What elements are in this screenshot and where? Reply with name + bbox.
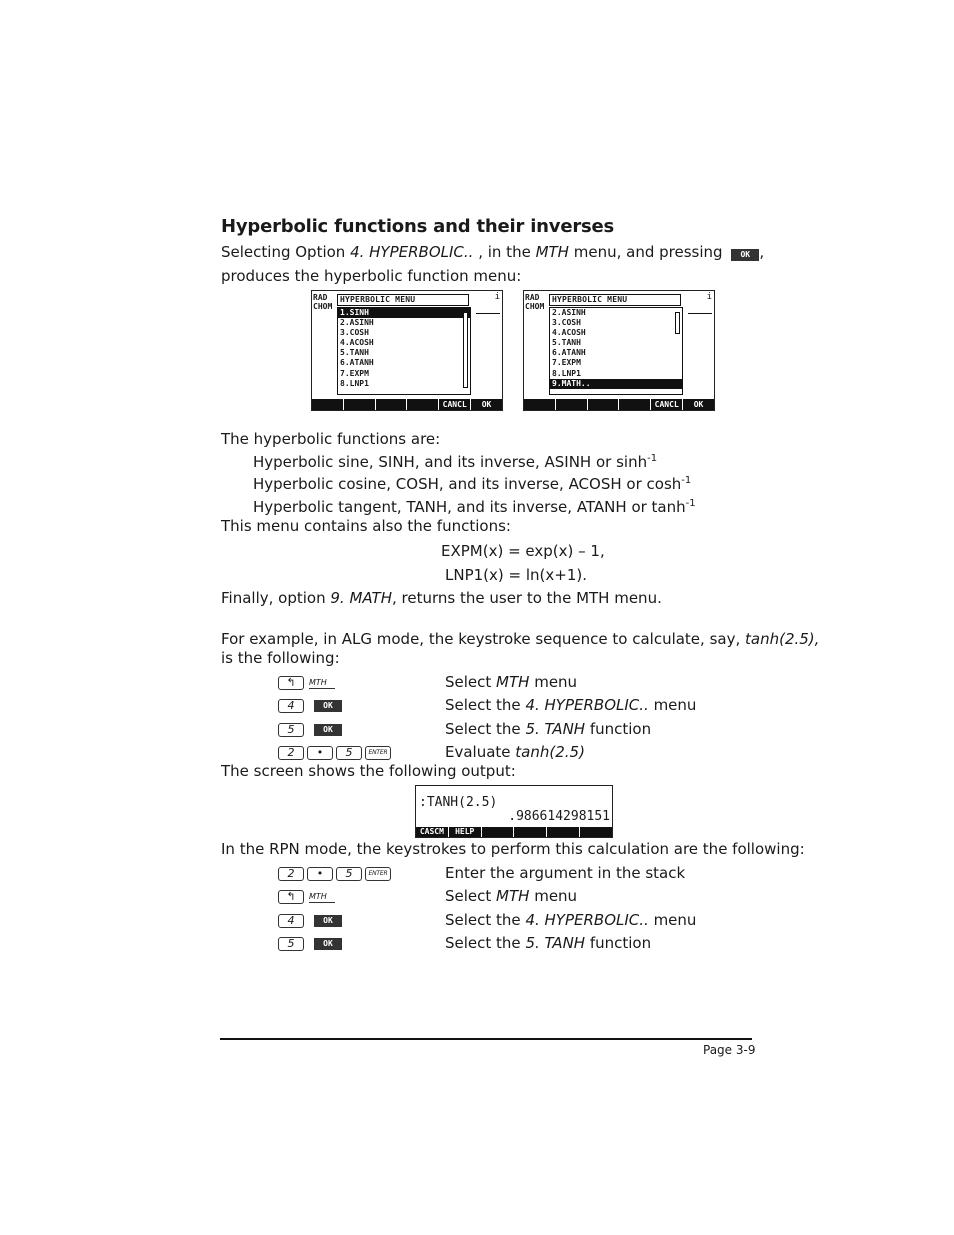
help-softkey[interactable]: HELP	[448, 827, 481, 837]
key-5: 5	[336, 867, 362, 881]
intro-text: menu, and pressing	[568, 243, 723, 261]
key-dot: •	[307, 867, 333, 881]
softkey[interactable]	[406, 399, 438, 410]
expm-definition: EXPM(x) = exp(x) – 1,	[441, 542, 605, 560]
menu-item[interactable]: 8.LNP1	[552, 368, 581, 378]
intro-text: Selecting Option	[221, 243, 351, 261]
key-2: 2	[278, 746, 304, 760]
calculator-output-screen	[415, 785, 613, 838]
keystroke-4-ok	[278, 913, 342, 929]
stack-result: .986614298151	[508, 809, 610, 824]
ok-softkey[interactable]: OK	[470, 399, 502, 410]
page-number: Page 3-9	[703, 1043, 756, 1057]
rpn-step-4: Select the 5. TANH function	[445, 934, 652, 952]
keystroke-4-ok	[278, 698, 342, 714]
key-2: 2	[278, 867, 304, 881]
ok-softkey-icon: OK	[314, 724, 342, 736]
lnp1-definition: LNP1(x) = ln(x+1).	[445, 566, 587, 584]
menu-item[interactable]: 2.ASINH	[552, 308, 586, 317]
menu-item[interactable]: 3.COSH	[340, 328, 369, 338]
rpn-step-2: Select MTH menu	[445, 887, 578, 905]
mode-indicator: RAD CHOM	[313, 293, 333, 311]
menu-item[interactable]: 6.ATANH	[552, 348, 586, 358]
softkey[interactable]	[618, 399, 650, 410]
left-shift-key-icon: ↰	[278, 890, 304, 904]
menu-list	[337, 307, 471, 395]
divider	[688, 313, 712, 314]
menu-item[interactable]: 2.ASINH	[340, 318, 374, 328]
softkey-bar	[524, 399, 714, 410]
menu-item[interactable]: 7.EXPM	[552, 358, 581, 368]
scrollbar[interactable]	[675, 312, 680, 334]
cancel-softkey[interactable]: CANCL	[650, 399, 682, 410]
example-line-2: is the following:	[221, 649, 340, 667]
alg-step-3: Select the 5. TANH function	[445, 720, 652, 738]
stack-expression: :TANH(2.5)	[419, 795, 498, 810]
option-name: 4. HYPERBOLIC..	[350, 243, 474, 261]
mth-label: MTH	[309, 892, 335, 903]
key-5: 5	[278, 937, 304, 951]
menu-item[interactable]: 4.ACOSH	[340, 338, 374, 348]
menu-item[interactable]: 5.TANH	[340, 348, 369, 358]
annunciator: i	[706, 292, 712, 302]
menu-header: HYPERBOLIC MENU	[337, 294, 469, 306]
key-4: 4	[278, 699, 304, 713]
keystroke-shift-mth	[278, 889, 335, 905]
finally-line: Finally, option 9. MATH, returns the user to the MTH menu.	[221, 589, 662, 607]
softkey[interactable]	[546, 827, 579, 837]
key-4: 4	[278, 914, 304, 928]
enter-key-icon: ENTER	[365, 746, 391, 760]
keystroke-5-ok	[278, 722, 342, 738]
menu-item[interactable]: 7.EXPM	[340, 368, 369, 378]
example-line-1: For example, in ALG mode, the keystroke sequence to calculate, say, tanh(2.5),	[221, 630, 820, 648]
left-shift-key-icon: ↰	[278, 676, 304, 690]
softkey[interactable]	[481, 827, 514, 837]
intro-line-1: Selecting Option 4. HYPERBOLIC.. , in the MTH menu, and pressing OK ,	[221, 243, 765, 261]
keystroke-shift-mth	[278, 675, 335, 691]
functions-also: This menu contains also the functions:	[221, 517, 511, 535]
function-sinh: Hyperbolic sine, SINH, and its inverse, ASINH or $\sinh^{-1}$	[253, 453, 658, 471]
keystroke-2-dot-5-enter	[278, 866, 391, 882]
softkey-bar	[312, 399, 502, 410]
key-5: 5	[336, 746, 362, 760]
functions-lead: The hyperbolic functions are:	[221, 430, 441, 448]
mode-indicator: RAD CHOM	[525, 293, 545, 311]
cascm-softkey[interactable]: CASCM	[419, 827, 444, 836]
ok-softkey[interactable]: OK	[682, 399, 714, 410]
mth-label: MTH	[309, 678, 335, 689]
section-heading: Hyperbolic functions and their inverses	[221, 216, 615, 237]
menu-item[interactable]: 1.SINH	[338, 308, 470, 318]
menu-list	[549, 307, 683, 395]
softkey[interactable]	[555, 399, 587, 410]
alg-step-4: Evaluate tanh(2.5)	[445, 743, 585, 761]
menu-item[interactable]: 5.TANH	[552, 338, 581, 348]
menu-header: HYPERBOLIC MENU	[549, 294, 681, 306]
rpn-step-3: Select the 4. HYPERBOLIC.. menu	[445, 911, 697, 929]
menu-item[interactable]: 6.ATANH	[340, 358, 374, 368]
softkey[interactable]	[513, 827, 546, 837]
ok-softkey-icon: OK	[314, 915, 342, 927]
menu-item[interactable]: 3.COSH	[552, 318, 581, 328]
function-tanh: Hyperbolic tangent, TANH, and its inverse, ATANH or $\tanh^{-1}$	[253, 498, 696, 516]
menu-name: MTH	[535, 243, 569, 261]
softkey[interactable]	[587, 399, 619, 410]
divider	[476, 313, 500, 314]
softkey[interactable]	[343, 399, 375, 410]
key-dot: •	[307, 746, 333, 760]
ok-softkey-icon: OK	[314, 938, 342, 950]
keystroke-2-dot-5-enter	[278, 745, 391, 761]
keystroke-5-ok	[278, 936, 342, 952]
scrollbar[interactable]	[463, 312, 468, 388]
rpn-step-1: Enter the argument in the stack	[445, 864, 686, 882]
menu-item[interactable]: 9.MATH..	[550, 379, 682, 389]
intro-line-2: produces the hyperbolic function menu:	[221, 267, 522, 285]
annunciator: i	[494, 292, 500, 302]
menu-item[interactable]: 4.ACOSH	[552, 328, 586, 338]
footer-rule	[220, 1038, 752, 1040]
key-5: 5	[278, 723, 304, 737]
softkey[interactable]	[375, 399, 407, 410]
alg-step-2: Select the 4. HYPERBOLIC.. menu	[445, 696, 697, 714]
softkey[interactable]	[524, 399, 555, 410]
ok-softkey-icon: OK	[731, 249, 759, 261]
screen-output-lead: The screen shows the following output:	[221, 762, 516, 780]
softkey[interactable]	[312, 399, 343, 410]
function-cosh: Hyperbolic cosine, COSH, and its inverse, ACOSH or $\cosh^{-1}$	[253, 475, 692, 493]
intro-text: , in the	[473, 243, 536, 261]
menu-item[interactable]: 8.LNP1	[340, 378, 369, 388]
softkey-bar	[416, 827, 612, 837]
enter-key-icon: ENTER	[365, 867, 391, 881]
ok-softkey-icon: OK	[314, 700, 342, 712]
cancel-softkey[interactable]: CANCL	[438, 399, 470, 410]
softkey[interactable]	[579, 827, 612, 837]
calculator-screen-right	[523, 290, 715, 411]
calculator-screen-left	[311, 290, 503, 411]
alg-step-1: Select MTH menu	[445, 673, 578, 691]
rpn-lead: In the RPN mode, the keystrokes to perform this calculation are the following:	[221, 840, 805, 858]
